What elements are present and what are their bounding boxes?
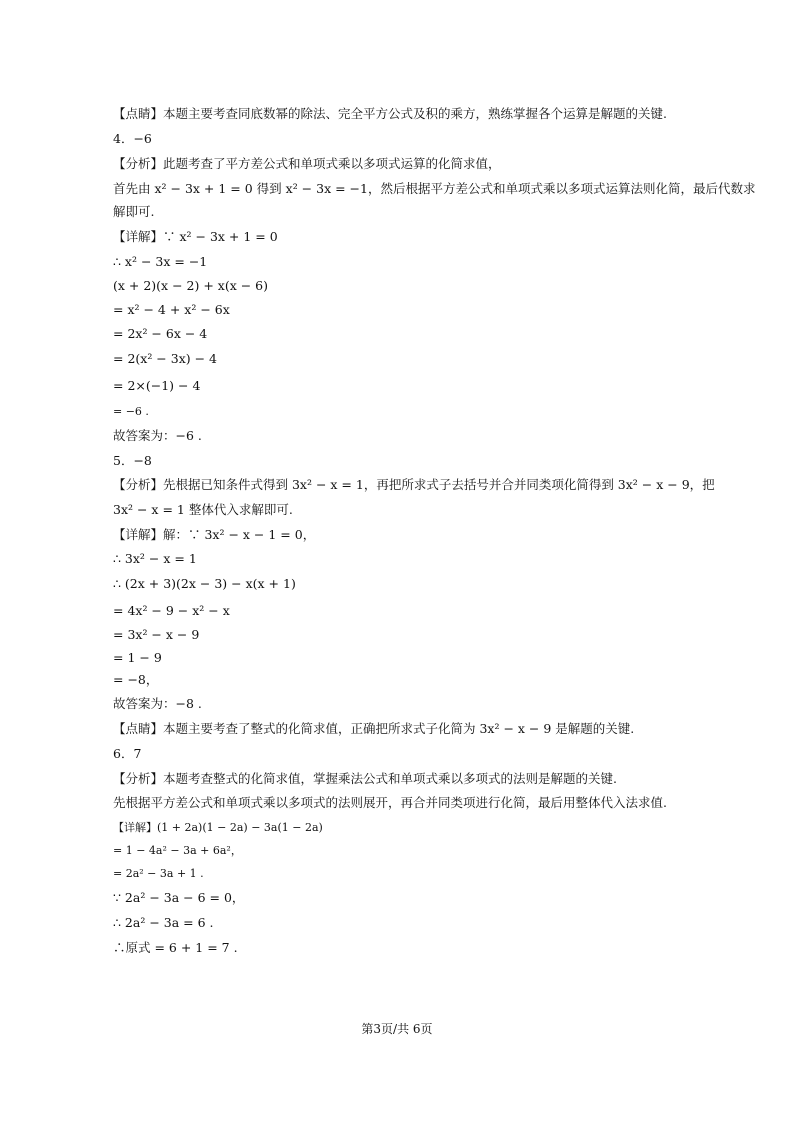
- question-number: 4．−6: [113, 131, 152, 146]
- math-line: = 2x² − 6x − 4: [113, 326, 208, 341]
- text-line: 【分析】先根据已知条件式得到 3x² − x = 1，再把所求式子去括号并合并同类项化简得到 3x² − x − 9，把: [113, 477, 715, 492]
- math-line: ∴ (2x + 3)(2x − 3) − x(x + 1): [113, 576, 296, 591]
- math-line: ∴ x² − 3x = −1: [113, 254, 208, 269]
- math-line: = −6 .: [113, 405, 149, 418]
- math-line: = −8，: [113, 672, 159, 687]
- text-line: 【点睛】本题主要考查了整式的化简求值，正确把所求式子化简为 3x² − x − 9 是解题的关键.: [113, 721, 635, 736]
- math-line: (x + 2)(x − 2) + x(x − 6): [113, 278, 268, 293]
- math-line: = 2×(−1) − 4: [113, 378, 201, 393]
- text-line: 首先由 x² − 3x + 1 = 0 得到 x² − 3x = −1，然后根据平方差公式和单项式乘以多项式运算法则化简，最后代数求: [113, 181, 756, 196]
- math-line: = 4x² − 9 − x² − x: [113, 603, 230, 618]
- math-line: ∴ 3x² − x = 1: [113, 551, 197, 566]
- math-line: ∴ 2a² − 3a = 6 .: [113, 915, 214, 930]
- text-line: 3x² − x = 1 整体代入求解即可.: [113, 502, 293, 517]
- text-line: 故答案为：−8 .: [113, 696, 202, 711]
- question-number: 6．7: [113, 746, 142, 761]
- text-line: 【分析】本题考查整式的化简求值，掌握乘法公式和单项式乘以多项式的法则是解题的关键.: [113, 771, 617, 786]
- text-line: 【详解】∵ x² − 3x + 1 = 0: [113, 229, 278, 244]
- math-line: ∵ 2a² − 3a − 6 = 0，: [113, 890, 245, 905]
- text-line: 故答案为：−6 .: [113, 428, 202, 443]
- text-line: 先根据平方差公式和单项式乘以多项式的法则展开，再合并同类项进行化简，最后用整体代入法求值.: [113, 795, 667, 810]
- text-line: 【详解】解：∵ 3x² − x − 1 = 0，: [113, 527, 316, 542]
- text-line: 【点睛】本题主要考查同底数幂的除法、完全平方公式及积的乘方，熟练掌握各个运算是解题的关键.: [113, 106, 667, 121]
- math-line: = x² − 4 + x² − 6x: [113, 302, 230, 317]
- math-line: = 2a² − 3a + 1 .: [113, 867, 204, 880]
- math-line: ∴原式 = 6 + 1 = 7 .: [113, 940, 238, 955]
- page-footer: 第3页/共 6页: [361, 1022, 433, 1036]
- math-line: = 1 − 9: [113, 650, 162, 665]
- math-line: 【详解】(1 + 2a)(1 − 2a) − 3a(1 − 2a): [113, 821, 323, 834]
- math-line: = 3x² − x − 9: [113, 627, 200, 642]
- math-line: = 1 − 4a² − 3a + 6a²，: [113, 844, 242, 857]
- text-line: 解即可.: [113, 204, 155, 219]
- math-line: = 2(x² − 3x) − 4: [113, 351, 218, 366]
- question-number: 5．−8: [113, 453, 152, 468]
- text-line: 【分析】此题考查了平方差公式和单项式乘以多项式运算的化简求值，: [113, 156, 501, 171]
